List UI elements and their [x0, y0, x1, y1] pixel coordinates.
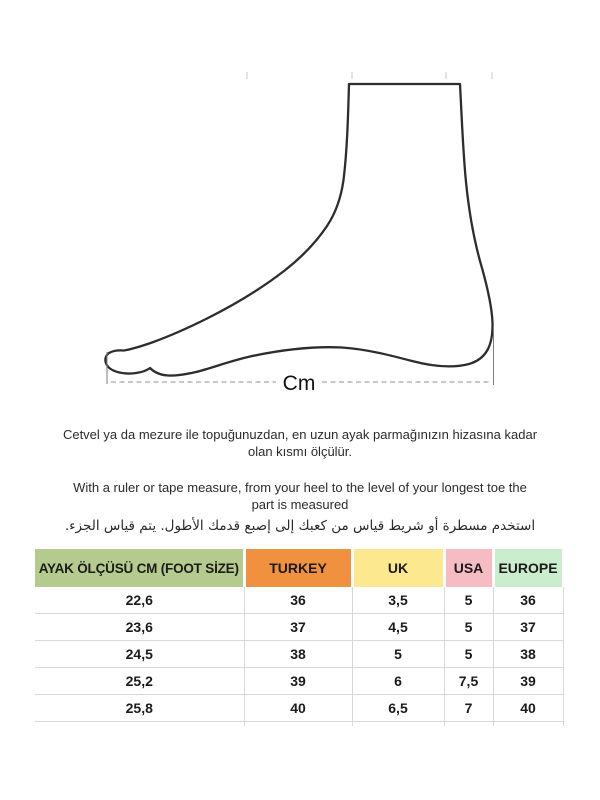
size-cell: 7 [444, 695, 493, 722]
size-cell: 38 [244, 641, 352, 668]
size-cell: 38 [493, 641, 563, 668]
column-header-0: AYAK ÖLÇÜSÜ CM (FOOT SİZE) [35, 549, 244, 587]
size-cell: 22,6 [35, 587, 244, 614]
gridline-stub-cell [35, 722, 244, 727]
size-cell: 39 [244, 668, 352, 695]
table-row [35, 668, 563, 695]
foot-outline [105, 84, 492, 376]
size-cell: 40 [493, 695, 563, 722]
size-cell: 5 [444, 641, 493, 668]
size-conversion-table [35, 549, 565, 726]
size-cell: 6 [352, 668, 444, 695]
size-cell: 37 [493, 614, 563, 641]
gridline-stub-cell [352, 722, 444, 727]
gridline-stub-cell [244, 722, 352, 727]
size-cell: 5 [352, 641, 444, 668]
instruction-arabic: استخدم مسطرة أو شريط قياس من كعبك إلى إصبع قدمك الأطول. يتم قياس الجزء. [64, 517, 536, 534]
size-cell: 39 [493, 668, 563, 695]
size-cell: 36 [493, 587, 563, 614]
cm-label: Cm [282, 372, 316, 395]
table-row [35, 614, 563, 641]
size-cell: 6,5 [352, 695, 444, 722]
size-cell: 37 [244, 614, 352, 641]
size-table-header-row [35, 549, 563, 587]
column-header-4: EUROPE [493, 549, 563, 587]
size-cell: 5 [444, 614, 493, 641]
size-cell: 24,5 [35, 641, 244, 668]
instruction-turkish: Cetvel ya da mezure ile topuğunuzdan, en uzun ayak parmağınızın hizasına kadar olan kısmı ölçülür. [62, 427, 538, 459]
column-header-2: UK [352, 549, 444, 587]
size-cell: 40 [244, 695, 352, 722]
gridline-stub-cell [493, 722, 563, 727]
column-header-1: TURKEY [244, 549, 352, 587]
gridline-stub-cell [444, 722, 493, 727]
size-cell: 7,5 [444, 668, 493, 695]
size-cell: 23,6 [35, 614, 244, 641]
table-row [35, 695, 563, 722]
size-cell: 36 [244, 587, 352, 614]
top-gridline-stubs [247, 72, 492, 79]
gridline-stub-row [35, 722, 563, 727]
table-row [35, 641, 563, 668]
size-cell: 5 [444, 587, 493, 614]
size-cell: 3,5 [352, 587, 444, 614]
instruction-english: With a ruler or tape measure, from your heel to the level of your longest toe the part is measured [73, 480, 527, 512]
column-header-3: USA [444, 549, 493, 587]
table-row [35, 587, 563, 614]
size-cell: 25,2 [35, 668, 244, 695]
size-cell: 4,5 [352, 614, 444, 641]
size-cell: 25,8 [35, 695, 244, 722]
